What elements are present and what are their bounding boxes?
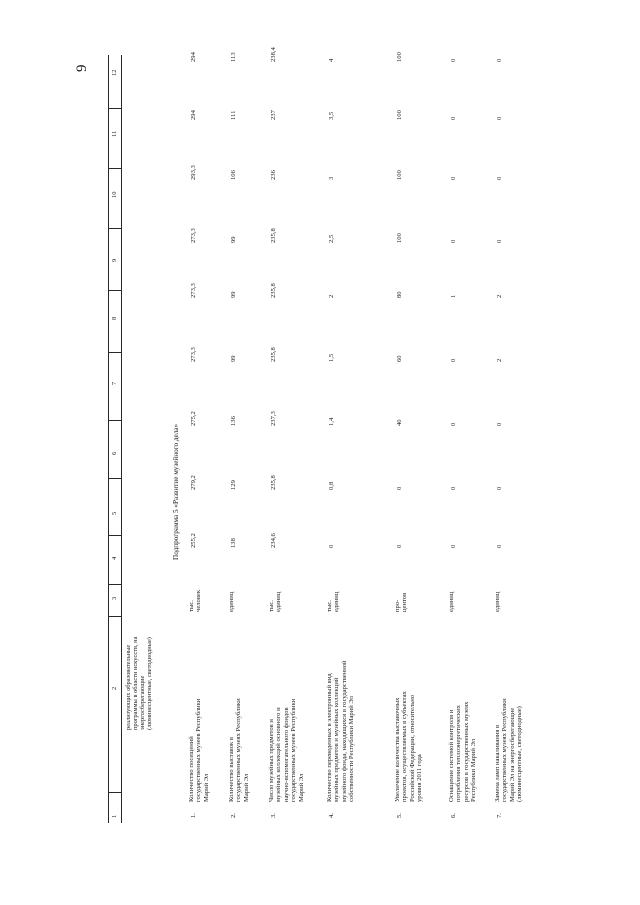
row-number: 7. — [496, 813, 503, 818]
value-cell: 40 — [396, 419, 403, 426]
row-number: 2. — [230, 813, 237, 818]
value-cell: 275,2 — [190, 411, 197, 426]
value-cell: 99 — [230, 291, 237, 298]
value-cell: 1,4 — [328, 417, 335, 426]
value-cell: 0 — [450, 486, 457, 490]
header-separator — [108, 478, 122, 479]
carryover-text: реализующих образовательные программы в области искусств, на энергосберегающие (люминесцентные, светодиодные) — [125, 636, 153, 730]
value-cell: 236 — [270, 170, 277, 180]
header-separator — [108, 228, 122, 229]
header-line-top — [108, 55, 109, 823]
value-cell: 273,3 — [190, 228, 197, 243]
value-cell: 235,8 — [270, 475, 277, 490]
value-cell: 0 — [496, 486, 503, 490]
value-cell: 0 — [496, 422, 503, 426]
column-header-10: 10 — [111, 191, 118, 198]
header-line-bottom — [121, 55, 122, 823]
value-cell: 2 — [496, 294, 503, 298]
value-cell: 0 — [450, 176, 457, 180]
unit-of-measure: тыс. единиц — [268, 591, 283, 612]
value-cell: 294 — [190, 52, 197, 62]
column-header-3: 3 — [111, 596, 118, 600]
value-cell: 0 — [450, 358, 457, 362]
value-cell: 0,8 — [328, 481, 335, 490]
value-cell: 111 — [230, 110, 237, 120]
column-header-8: 8 — [111, 316, 118, 320]
value-cell: 273,3 — [190, 283, 197, 298]
value-cell: 237 — [270, 110, 277, 120]
column-header-6: 6 — [111, 451, 118, 455]
header-separator — [108, 290, 122, 291]
row-number: 4. — [328, 813, 335, 818]
value-cell: 4 — [328, 58, 335, 62]
value-cell: 2 — [328, 294, 335, 298]
value-cell: 255,2 — [190, 533, 197, 548]
unit-of-measure: единиц — [494, 591, 501, 612]
row-number: 3. — [270, 813, 277, 818]
value-cell: 106 — [230, 170, 237, 180]
indicator-name: Замена ламп накаливания в государственных музеях Республики Марий Эл на энергосберегающие (люминесцентные, светодиодные) — [494, 698, 524, 802]
value-cell: 138 — [230, 538, 237, 548]
value-cell: 100 — [396, 52, 403, 62]
value-cell: 2,5 — [328, 234, 335, 243]
value-cell: 0 — [496, 116, 503, 120]
row-number: 6. — [450, 813, 457, 818]
unit-of-measure: про-центов — [394, 592, 409, 612]
value-cell: 235,8 — [270, 283, 277, 298]
column-header-5: 5 — [111, 511, 118, 515]
value-cell: 1,5 — [328, 353, 335, 362]
value-cell: 235,8 — [270, 228, 277, 243]
indicator-name: Увеличение количества выставочных проектов, осуществляемых в субъектах Российской Федерации, относительно уровня 2011 года — [394, 691, 424, 802]
value-cell: 129 — [230, 480, 237, 490]
column-header-2: 2 — [111, 686, 118, 690]
indicator-name: Число музейных предметов и музейных коллекций основного и научно-вспомогательного фондов государственных музеев Республики Марий Эл — [268, 698, 305, 802]
value-cell: 0 — [450, 116, 457, 120]
value-cell: 80 — [396, 291, 403, 298]
value-cell: 0 — [328, 544, 335, 548]
page-number: 9 — [74, 64, 90, 72]
value-cell: 234,6 — [270, 533, 277, 548]
header-separator — [108, 108, 122, 109]
indicator-name: Оснащение системой контроля и потребления теплоэнергетических ресурсов в государственных музеях Республики Марий Эл — [448, 701, 478, 802]
row-number: 5. — [396, 813, 403, 818]
header-separator — [108, 420, 122, 421]
value-cell: 235,8 — [270, 347, 277, 362]
value-cell: 0 — [450, 544, 457, 548]
value-cell: 0 — [450, 239, 457, 243]
value-cell: 100 — [396, 170, 403, 180]
value-cell: 294 — [190, 110, 197, 120]
indicator-name: Количество посещений государственных музеев Республики Марий Эл — [188, 698, 210, 802]
unit-of-measure: единиц — [448, 591, 455, 612]
value-cell: 238,4 — [270, 47, 277, 62]
value-cell: 113 — [230, 52, 237, 62]
indicator-name: Количество выставок в государственных музеях Республики Марий Эл — [228, 698, 250, 802]
value-cell: 99 — [230, 236, 237, 243]
subprogram-title: Подпрограмма 5 «Развитие музейного дела» — [172, 423, 180, 560]
column-header-12: 12 — [111, 69, 118, 76]
value-cell: 0 — [496, 176, 503, 180]
value-cell: 0 — [450, 422, 457, 426]
value-cell: 0 — [496, 239, 503, 243]
value-cell: 0 — [496, 544, 503, 548]
value-cell: 100 — [396, 110, 403, 120]
column-header-4: 4 — [111, 556, 118, 560]
value-cell: 237,3 — [270, 411, 277, 426]
value-cell: 3,5 — [328, 111, 335, 120]
unit-of-measure: тыс. единиц — [326, 591, 341, 612]
value-cell: 136 — [230, 416, 237, 426]
header-separator — [108, 792, 122, 793]
header-separator — [108, 168, 122, 169]
value-cell: 3 — [328, 176, 335, 180]
header-separator — [108, 584, 122, 585]
column-header-9: 9 — [111, 258, 118, 262]
value-cell: 60 — [396, 355, 403, 362]
column-header-1: 1 — [111, 814, 118, 818]
value-cell: 99 — [230, 355, 237, 362]
value-cell: 273,3 — [190, 347, 197, 362]
unit-of-measure: единиц — [228, 591, 235, 612]
header-separator — [108, 535, 122, 536]
unit-of-measure: тыс. человек — [188, 589, 203, 612]
value-cell: 0 — [396, 486, 403, 490]
value-cell: 279,2 — [190, 475, 197, 490]
value-cell: 0 — [496, 58, 503, 62]
value-cell: 1 — [450, 294, 457, 298]
header-separator — [108, 352, 122, 353]
value-cell: 2 — [496, 358, 503, 362]
indicator-name: Количество переведенных в электронный вид музейных предметов и музейных коллекций музейного фонда, находящихся в государственной собственности Республики Марий Эл — [326, 660, 356, 802]
value-cell: 100 — [396, 233, 403, 243]
column-header-7: 7 — [111, 381, 118, 385]
column-header-11: 11 — [111, 130, 118, 137]
value-cell: 0 — [450, 58, 457, 62]
row-number: 1. — [190, 813, 197, 818]
header-separator — [108, 616, 122, 617]
value-cell: 293,3 — [190, 165, 197, 180]
value-cell: 0 — [396, 544, 403, 548]
